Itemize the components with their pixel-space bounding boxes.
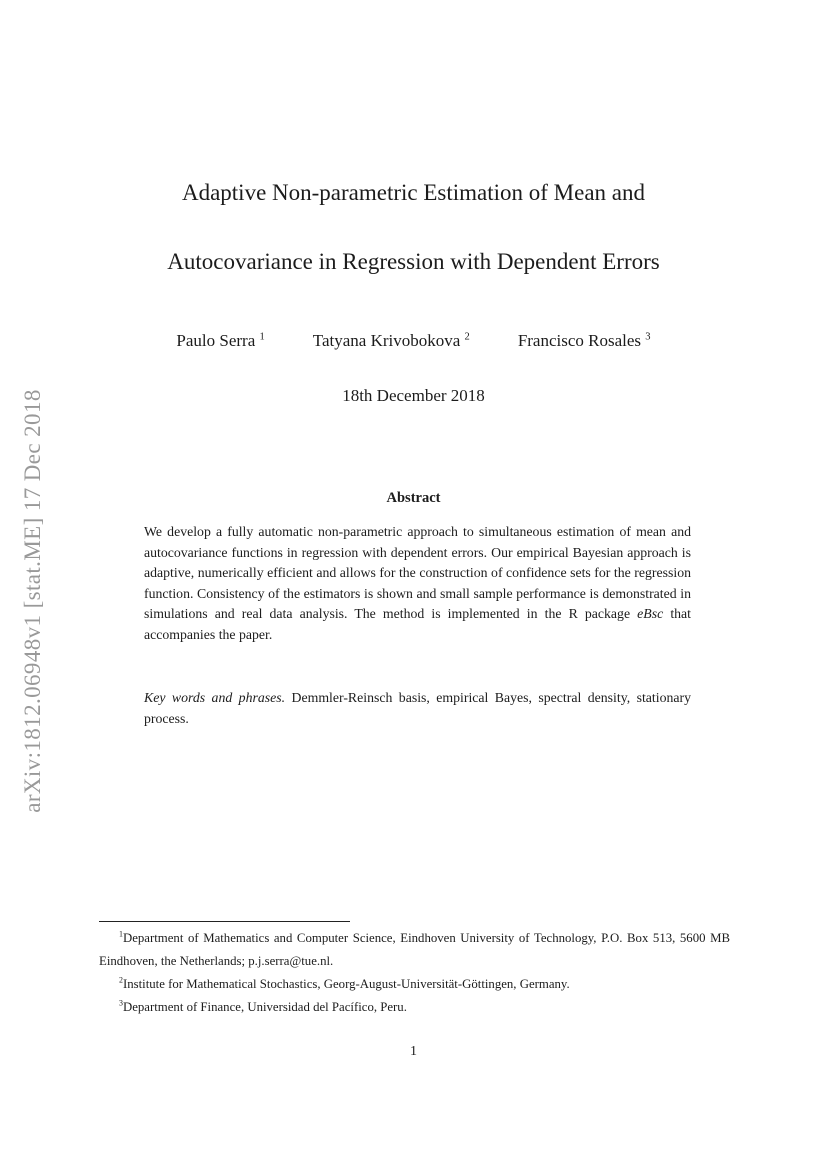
author-3-footnote-mark: 3	[645, 331, 651, 343]
footnote-3	[99, 996, 730, 1019]
abstract-text-after: that accompanies the paper.	[144, 606, 692, 642]
footnote-divider	[99, 921, 350, 922]
footnote-1-text: Department of Mathematics and Computer Science, Eindhoven University of Technology, P.O. Box 513, 5600 MB Eindhoven, the Netherlands; p.j.serra@tue.nl.	[99, 931, 730, 968]
author-2	[313, 331, 470, 351]
footnote-2-text: Institute for Mathematical Stochastics, Georg-August-Universität-Göttingen, Germany.	[122, 977, 570, 991]
footnote-3-mark: 3	[119, 998, 123, 1008]
footnote-2-mark: 2	[119, 975, 123, 985]
author-1-name: Paulo Serra	[176, 331, 256, 350]
abstract-heading: Abstract	[386, 490, 441, 506]
footnote-1	[99, 927, 730, 973]
author-1	[176, 331, 264, 351]
author-3	[518, 331, 651, 351]
footnote-3-text: Department of Finance, Universidad del Pacífico, Peru.	[122, 1000, 407, 1014]
keywords-label: Key words and phrases.	[144, 690, 286, 705]
footnotes	[99, 927, 730, 1019]
publication-date: 18th December 2018	[342, 386, 485, 405]
author-2-footnote-mark: 2	[464, 331, 470, 343]
keywords-paragraph	[144, 688, 691, 729]
abstract-text	[144, 522, 691, 646]
footnote-2	[99, 973, 730, 996]
author-3-name: Francisco Rosales	[517, 331, 642, 350]
paper-title-line-1: Adaptive Non-parametric Estimation of Mean and	[181, 180, 646, 205]
author-1-footnote-mark: 1	[259, 331, 265, 343]
page-number: 1	[410, 1044, 417, 1059]
author-list	[0, 331, 827, 351]
arxiv-watermark: arXiv:1812.06948v1 [stat.ME] 17 Dec 2018	[20, 389, 45, 813]
abstract-text-before: We develop a fully automatic non-parametric approach to simultaneous estimation of mean and autocovariance functions in regression with dependent errors. Our empirical Bayesian approach is adaptive, numerically efficient and allows for the construction of confidence sets for the regression function. Consistency of the estimators is shown and small sample performance is demonstrated in simulations and real data analysis. The method is implemented in the R package	[144, 524, 691, 622]
keywords-text: Demmler-Reinsch basis, empirical Bayes, spectral density, stationary process.	[144, 690, 691, 726]
footnote-1-mark: 1	[119, 929, 123, 939]
paper-title-line-2: Autocovariance in Regression with Dependent Errors	[167, 249, 660, 274]
r-package-name: eBsc	[637, 606, 664, 622]
author-2-name: Tatyana Krivobokova	[312, 331, 461, 350]
